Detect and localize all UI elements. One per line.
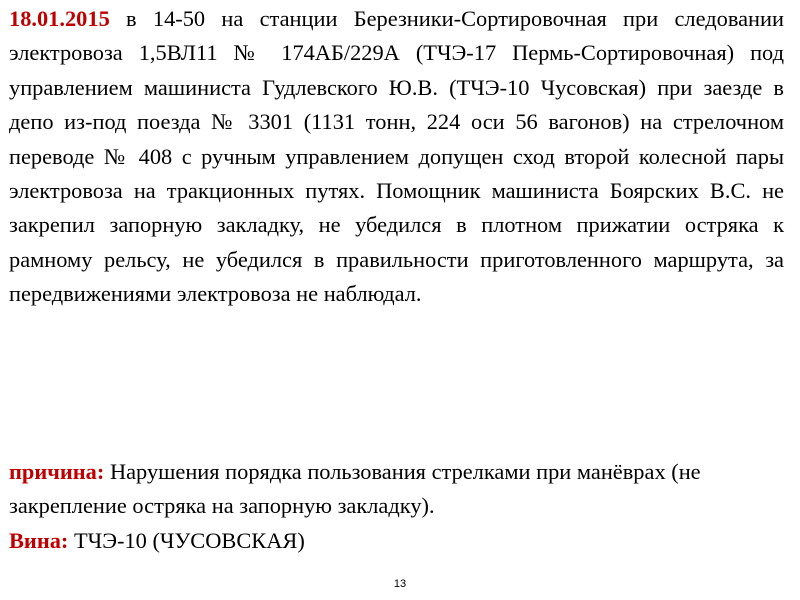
guilt-text: ТЧЭ-10 (ЧУСОВСКАЯ): [68, 528, 305, 553]
guilt-paragraph: [9, 524, 784, 558]
guilt-label: Вина:: [9, 528, 69, 553]
cause-label: причина:: [9, 459, 105, 484]
incident-paragraph: [9, 2, 784, 312]
cause-paragraph: [9, 455, 784, 524]
cause-text: Нарушения порядка пользования стрелками при манёврах (не закрепление остряка на запорную закладку).: [9, 459, 701, 519]
page-number: 13: [393, 578, 407, 590]
incident-date: 18.01.2015: [9, 6, 110, 31]
incident-text: в 14-50 на станции Березники-Сортировочная при следовании электровоза 1,5ВЛ11 № 174АБ/229А (ТЧЭ-17 Пермь-Сортировочная) под управлением машиниста Гудлевского Ю.В. (ТЧЭ-10 Чусовская) при заезде в депо из-под поезда № 3301 (1131 тонн, 224 оси 56 вагонов) на стрелочном переводе № 408 с ручным управлением допущен сход второй колесной пары электровоза на тракционных путях. Помощник машиниста Боярских В.С. не закрепил запорную закладку, не убедился в плотном прижатии остряка к рамному рельсу, не убедился в правильности приготовленного маршрута, за передвижениями электровоза не наблюдал.: [9, 6, 784, 307]
